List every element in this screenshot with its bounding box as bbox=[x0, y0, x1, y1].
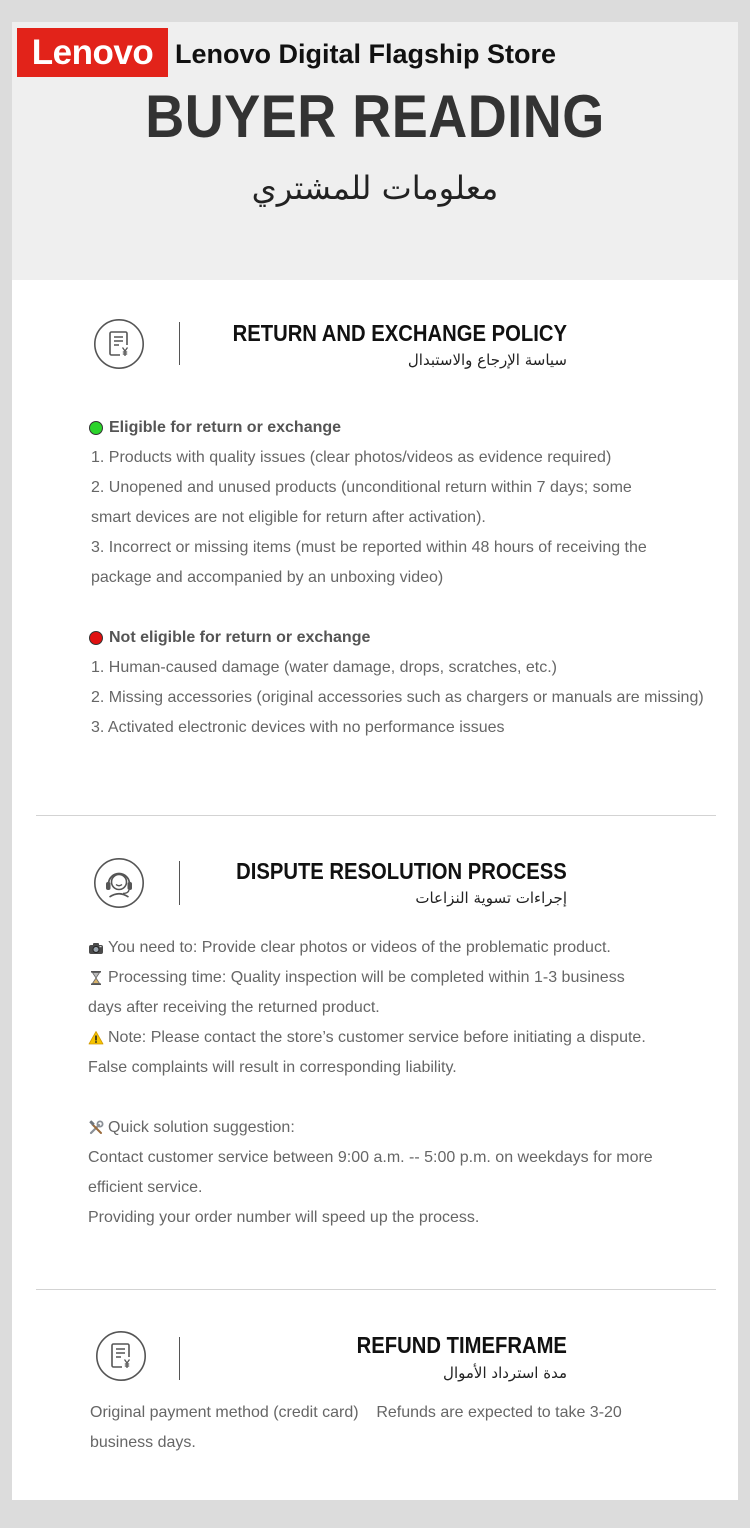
eligible-heading-label: Eligible for return or exchange bbox=[109, 419, 342, 436]
eligible-line: 3. Incorrect or missing items (must be reported within 48 hours of receiving the bbox=[91, 539, 647, 556]
refund-line: business days. bbox=[90, 1434, 196, 1451]
refund-details bbox=[90, 1398, 622, 1458]
tools-icon bbox=[88, 1120, 104, 1136]
not-eligible-heading-label: Not eligible for return or exchange bbox=[109, 629, 371, 646]
warning-icon bbox=[88, 1030, 104, 1046]
dispute-line-text: Processing time: Quality inspection will be completed within 1-3 business bbox=[108, 969, 625, 986]
not-eligible-line: 2. Missing accessories (original accessories such as chargers or manuals are missing) bbox=[91, 689, 704, 706]
section-title-arabic: سياسة الإرجاع والاستبدال bbox=[407, 351, 567, 369]
header-divider bbox=[179, 861, 180, 905]
store-name: Lenovo Digital Flagship Store bbox=[175, 39, 557, 69]
return-policy-section bbox=[0, 300, 750, 780]
hourglass-icon bbox=[88, 970, 104, 986]
dispute-line: days after receiving the returned product. bbox=[88, 999, 380, 1016]
dispute-line bbox=[88, 933, 653, 963]
green-dot-icon bbox=[89, 421, 103, 435]
dispute-line: Contact customer service between 9:00 a.m. -- 5:00 p.m. on weekdays for more bbox=[88, 1149, 653, 1166]
refund-section bbox=[0, 1312, 750, 1472]
section-title: RETURN AND EXCHANGE POLICY bbox=[232, 320, 567, 346]
section-title-arabic: إجراءات تسوية النزاعات bbox=[415, 889, 567, 907]
return-policy-details bbox=[91, 413, 704, 743]
page-title: BUYER READING bbox=[145, 83, 605, 151]
not-eligible-line: 1. Human-caused damage (water damage, drops, scratches, etc.) bbox=[91, 659, 557, 676]
dispute-line: Providing your order number will speed up the process. bbox=[88, 1209, 480, 1226]
header-divider bbox=[179, 1337, 180, 1380]
eligible-heading bbox=[91, 413, 704, 443]
document-yen-icon bbox=[93, 318, 145, 370]
section-divider bbox=[36, 1289, 716, 1290]
dispute-section bbox=[0, 839, 750, 1259]
dispute-line bbox=[88, 1023, 653, 1053]
eligible-line: 2. Unopened and unused products (unconditional return within 7 days; some bbox=[91, 479, 632, 496]
section-title: REFUND TIMEFRAME bbox=[356, 1332, 567, 1358]
eligible-line: 1. Products with quality issues (clear photos/videos as evidence required) bbox=[91, 449, 612, 466]
eligible-line: smart devices are not eligible for return after activation). bbox=[91, 509, 486, 526]
section-divider bbox=[36, 815, 716, 816]
dispute-line-text: You need to: Provide clear photos or videos of the problematic product. bbox=[108, 939, 611, 956]
dispute-line: efficient service. bbox=[88, 1179, 203, 1196]
customer-service-headset-icon bbox=[93, 857, 145, 909]
dispute-line bbox=[88, 1113, 653, 1143]
dispute-line: False complaints will result in corresponding liability. bbox=[88, 1059, 457, 1076]
spacer bbox=[91, 593, 704, 623]
eligible-line: package and accompanied by an unboxing video) bbox=[91, 569, 444, 586]
red-dot-icon bbox=[89, 631, 103, 645]
header-divider bbox=[179, 322, 180, 365]
dispute-line-text: Quick solution suggestion: bbox=[108, 1119, 295, 1136]
dispute-line bbox=[88, 963, 653, 993]
dispute-details bbox=[88, 933, 653, 1233]
page-title-arabic: معلومات للمشتري bbox=[251, 169, 499, 207]
document-yen-icon bbox=[95, 1330, 147, 1382]
section-title: DISPUTE RESOLUTION PROCESS bbox=[236, 858, 567, 884]
section-title-arabic: مدة استرداد الأموال bbox=[443, 1364, 567, 1382]
not-eligible-line: 3. Activated electronic devices with no performance issues bbox=[91, 719, 505, 736]
spacer bbox=[88, 1083, 653, 1113]
dispute-line-text: Note: Please contact the store’s customer service before initiating a dispute. bbox=[108, 1029, 646, 1046]
refund-line: Original payment method (credit card) Refunds are expected to take 3-20 bbox=[90, 1404, 622, 1421]
camera-icon bbox=[88, 940, 104, 956]
lenovo-logo: Lenovo bbox=[17, 28, 168, 77]
not-eligible-heading bbox=[91, 623, 704, 653]
